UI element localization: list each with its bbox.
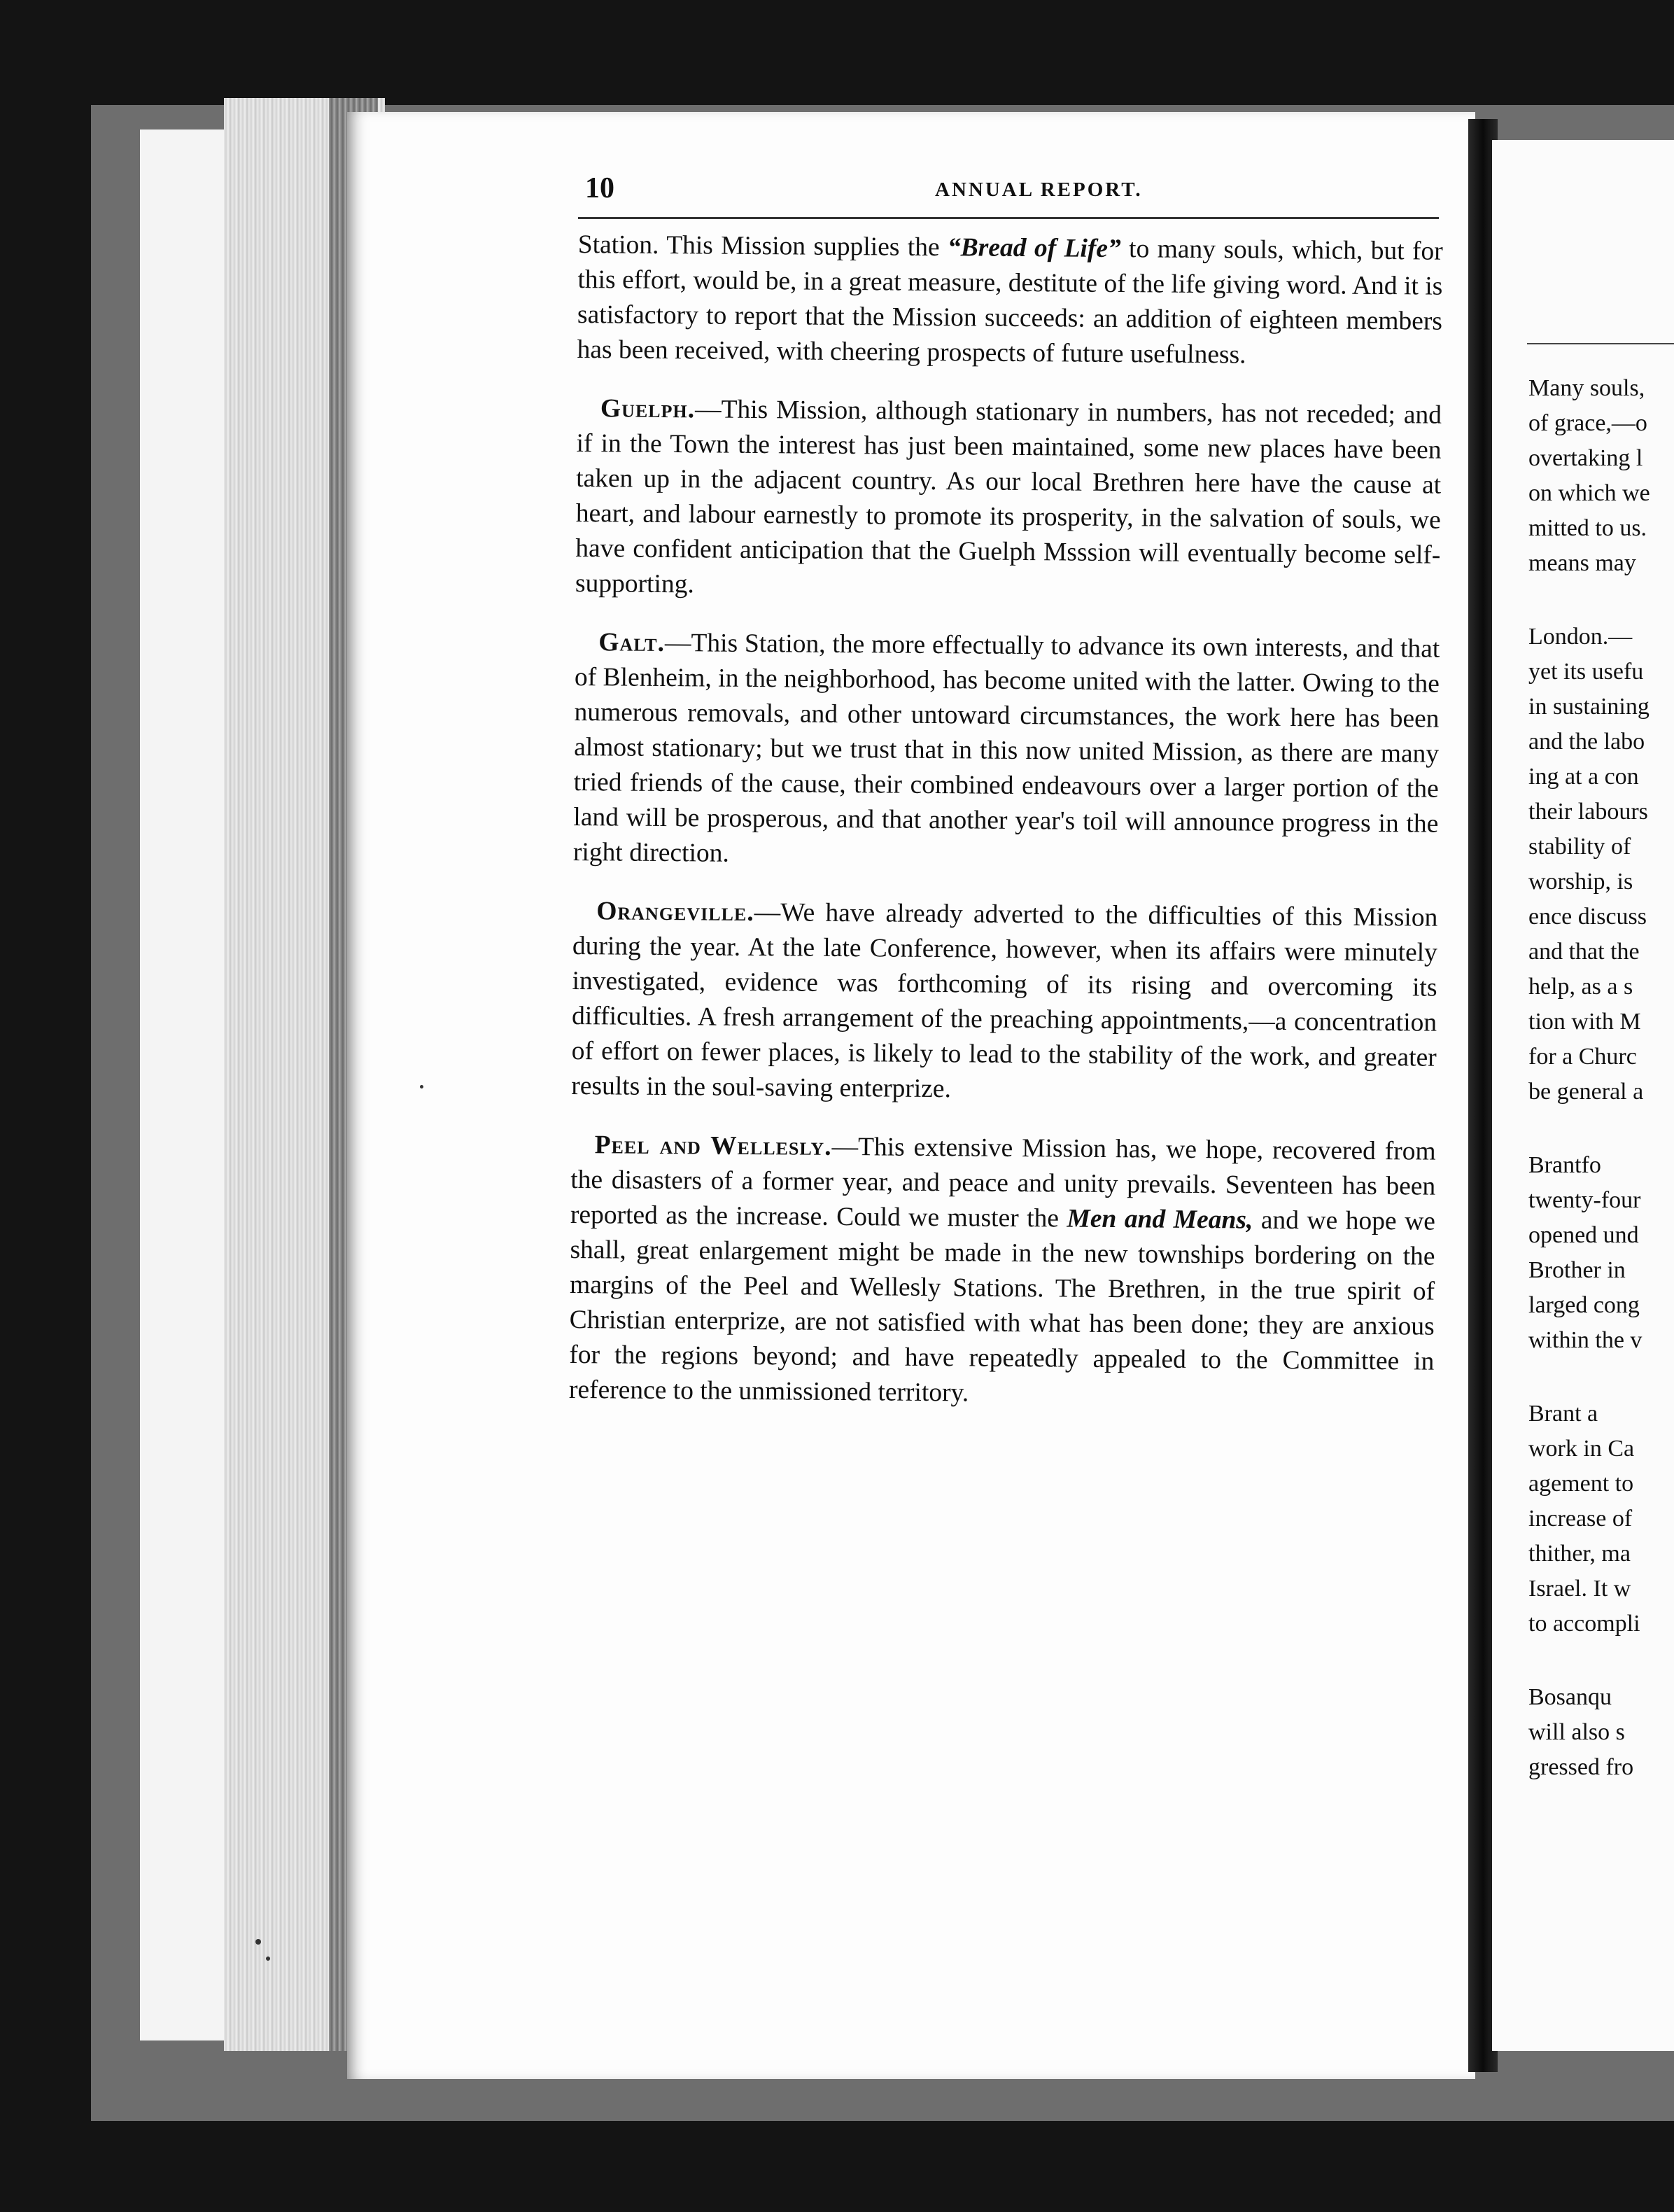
right-page-line: ing at a con	[1528, 764, 1639, 790]
right-page-line: means may	[1528, 550, 1636, 576]
section-lead: Peel and Wellesly.	[594, 1130, 832, 1161]
right-page-line: agement to	[1528, 1471, 1634, 1497]
paragraph-text: —This Mission, although stationary in numbers, has not receded; and if in the Town the interest has just been maintained, some new places have been taken up in the adjacent country. As our local Brethren here have the cause at heart, and labour earnestly to promote its prosperity, in the salvation of souls, we have confident anticipation that the Guelph Msssion will eventually become self-supporting.	[575, 395, 1442, 599]
paragraph-text: and we hope we shall, great enlargement might be made in the new townships bordering on the margins of the Peel and Wellesly Stations. The Brethren, in the true spirit of Christian enterprize, are not satisfied with what has been done; they are anxious for the regions beyond; and have repeatedly appealed to the Committee in reference to the unmissioned territory.	[568, 1205, 1436, 1408]
paragraph-peel-and-wellesly	[569, 1128, 1436, 1415]
right-page-fragment	[1492, 140, 1674, 2051]
right-page-line	[1528, 1358, 1674, 1396]
right-page-text	[1528, 371, 1674, 1785]
right-page-line: twenty-four	[1528, 1187, 1641, 1213]
right-page-line: help, as a s	[1528, 974, 1633, 1000]
right-page-line: larged cong	[1528, 1292, 1640, 1318]
italic-phrase: “Bread of Life”	[947, 233, 1121, 264]
scan-speck	[420, 1085, 423, 1088]
right-page-line	[1528, 581, 1674, 620]
right-page-line: overtaking l	[1528, 445, 1643, 471]
right-page-line: Brother in	[1528, 1257, 1626, 1283]
scan-speck	[266, 1956, 270, 1961]
right-page-line: Bosanqu	[1528, 1684, 1612, 1710]
section-lead: Galt.	[598, 628, 666, 657]
page-number: 10	[585, 172, 614, 204]
running-head: ANNUAL REPORT.	[935, 178, 1143, 201]
left-page	[347, 112, 1475, 2079]
right-page-line: tion with M	[1528, 1009, 1641, 1035]
right-page-line: in sustaining	[1528, 694, 1650, 720]
section-lead: Orangeville.	[596, 897, 754, 927]
right-page-line: to accompli	[1528, 1611, 1640, 1637]
right-page-line: for a Churc	[1528, 1044, 1637, 1070]
right-page-line: mitted to us.	[1528, 515, 1647, 541]
right-page-line: opened und	[1528, 1222, 1639, 1248]
paragraph-station	[577, 227, 1443, 374]
right-page-line: and the labo	[1528, 729, 1645, 755]
right-page-line: of grace,—o	[1528, 410, 1647, 436]
right-page-line: and that the	[1528, 939, 1640, 965]
right-page-line: Brantfo	[1528, 1152, 1601, 1178]
right-page-line: worship, is	[1528, 869, 1633, 895]
right-page-line: Brant a	[1528, 1401, 1598, 1427]
right-page-line: on which we	[1528, 480, 1650, 506]
body-text	[568, 227, 1442, 1438]
right-page-line: London.—	[1528, 624, 1633, 650]
paragraph-galt	[573, 625, 1440, 877]
right-page-line: increase of	[1528, 1506, 1633, 1532]
paragraph-text: —This extensive Mission has, we hope, recovered from the disasters of a former year, and peace and unity prevails. Seventeen has been reported as the increase. Could we muster the	[570, 1132, 1436, 1233]
right-header-rule	[1527, 343, 1674, 344]
right-page-line: work in Ca	[1528, 1436, 1635, 1462]
right-page-line	[1528, 1110, 1674, 1148]
paragraph-text: Station. This Mission supplies the	[577, 230, 948, 262]
right-page-line: stability of	[1528, 834, 1631, 860]
right-page-line: gressed fro	[1528, 1754, 1634, 1780]
paragraph-text: —We have already adverted to the difficulties of this Mission during the year. At the late Conference, however, when its affairs were minutely investigated, evidence was forthcoming of its rising and overcoming its difficulties. A fresh arrangement of the preaching appointments,—a concentration of effort on fewer places, is likely to lead to the stability of the work, and greater results in the soul-saving enterprize.	[571, 898, 1438, 1104]
right-page-line: Many souls,	[1528, 375, 1645, 401]
section-lead: Guelph.	[600, 394, 696, 424]
paragraph-text: —This Station, the more effectually to advance its own interests, and that of Blenheim, in the neighborhood, has become united with the latter. Owing to the numerous removals, and other untoward circumstances, the work here has been almost stationary; but we trust that in this now united Mission, as there are many tried friends of the cause, their combined endeavours over a larger portion of the land will be prosperous, and that another year's toil will announce progress in the right direction.	[572, 628, 1440, 868]
paragraph-text: to many souls, which, but for this effort, would be, in a great measure, destitute of the life giving word. And it is satisfactory to report that the Mission succeeds: an addition of eighteen members has been received, with cheering prospects of future usefulness.	[577, 234, 1443, 370]
left-endpaper	[140, 130, 224, 2040]
italic-phrase: Men and Means,	[1067, 1204, 1253, 1235]
paragraph-orangeville	[571, 894, 1437, 1111]
paragraph-guelph	[575, 391, 1442, 608]
right-page-line: Israel. It w	[1528, 1576, 1631, 1602]
scan-speck	[255, 1939, 261, 1945]
right-page-line: be general a	[1528, 1079, 1644, 1105]
right-page-line: yet its usefu	[1528, 659, 1644, 685]
header-rule	[578, 217, 1439, 219]
right-page-line: will also s	[1528, 1719, 1625, 1745]
right-page-line: ence discuss	[1528, 904, 1647, 930]
right-page-line	[1528, 1642, 1674, 1680]
right-page-line: within the v	[1528, 1327, 1643, 1353]
right-page-line: thither, ma	[1528, 1541, 1631, 1567]
right-page-line: their labours	[1528, 799, 1648, 825]
